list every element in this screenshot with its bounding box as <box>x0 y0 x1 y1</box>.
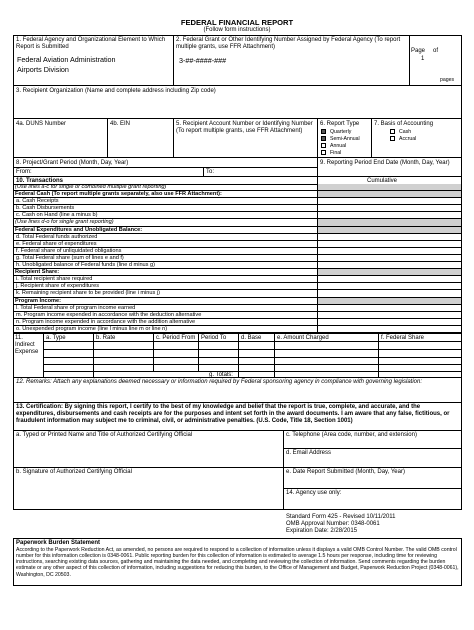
certification-text: 13. Certification: By signing this report, I certify to the best of my knowledge and belief that the report is true, complete, and accurate, and the expenditures, disbursements and cash receipts are for the purposes and intent set forth in the award documents. I am aware that any false, fictitious, or fraudulent information may subject me to criminal, civil, or administrative penalties. (U.S. Code, Title 18, Section 1001) <box>16 404 450 425</box>
cumulative-cell-shaded <box>318 184 461 190</box>
box11-label: 11. Indirect Expense <box>15 335 39 356</box>
period-to-label: To: <box>206 169 215 175</box>
accrual-label: Accrual <box>399 135 417 142</box>
transactions-line-item: d. Total Federal funds authorized <box>13 234 462 241</box>
checkbox-annual[interactable] <box>321 143 326 148</box>
box13e-label: e. Date Report Submitted (Month, Day, Year) <box>286 469 405 475</box>
col-amount: e. Amount Charged <box>277 335 329 341</box>
cumulative-input-cell[interactable] <box>318 276 461 282</box>
transactions-line-item: f. Federal share of unliquidated obligations <box>13 248 462 255</box>
cumulative-input-cell[interactable] <box>318 212 461 218</box>
checkbox-accrual[interactable] <box>390 136 395 141</box>
checkbox-semi-annual[interactable] <box>321 136 326 141</box>
cumulative-input-cell[interactable] <box>318 305 461 311</box>
cumulative-input-cell[interactable] <box>318 205 461 211</box>
cumulative-input-cell[interactable] <box>318 198 461 204</box>
cumulative-input-cell[interactable] <box>318 248 461 254</box>
form-subtitle: (Follow form instructions) <box>203 27 271 33</box>
transactions-instruction-row: (Use lines d-o for single grant reporting) <box>13 219 462 226</box>
annual-label: Annual <box>330 142 347 149</box>
transactions-line-item: m. Program income expended in accordance with the deduction alternative <box>13 312 462 319</box>
transactions-line-item: l. Total Federal share of program income earned <box>13 305 462 312</box>
transactions-line-item: a. Cash Receipts <box>13 198 462 205</box>
burden-text: According to the Paperwork Reduction Act, as amended, no persons are required to respond to a collection of information unless it displays a valid OMB Control Number. The valid OMB control number for this information collection is 0348-0061. Public reporting burden for this collection of information is estimated to average 1.5 hours per response, including time for reviewing instructions, searching existing data sources, gathering and maintaining the data needed, and completing and reviewing the collection of information. Send comments regarding the burden estimate or any other aspect of this collection of information, including suggestions for reducing this burden, to the Office of Management and Budget, Paperwork Reduction Project (0348-0061), Washington, DC 20503. <box>16 547 459 578</box>
col-base: d. Base <box>241 335 262 341</box>
cumulative-input-cell[interactable] <box>318 283 461 289</box>
box5-label: 5. Recipient Account Number or Identifying Number (To report multiple grants, use FFR Attachment) <box>176 121 313 135</box>
cumulative-cell-shaded <box>318 269 461 275</box>
cumulative-input-cell[interactable] <box>318 234 461 240</box>
col-period-to: Period To <box>201 335 227 341</box>
cumulative-cell-shaded <box>318 298 461 304</box>
totals-label: g. Totals: <box>209 372 233 378</box>
transactions-section-heading: Federal Cash (To report multiple grants separately, also use FFR Attachment): <box>13 191 462 198</box>
box8-label: 8. Project/Grant Period (Month, Day, Year) <box>16 160 129 166</box>
agency-division[interactable]: Airports Division <box>17 65 69 74</box>
pages-label: pages <box>440 77 455 83</box>
form-page <box>13 35 462 600</box>
transactions-section-heading: Program Income: <box>13 298 462 305</box>
col-rate: b. Rate <box>96 335 116 341</box>
box12-label: 12. Remarks: Attach any explanations deemed necessary or information required by Federal sponsoring agency in compliance with governing legislation: <box>16 379 422 385</box>
cumulative-cell-shaded <box>318 219 461 225</box>
cumulative-input-cell[interactable] <box>318 255 461 261</box>
burden-title: Paperwork Burden Statement <box>16 540 101 546</box>
form-info-line3: Expiration Date: 2/28/2015 <box>286 528 358 534</box>
box9-label: 9. Reporting Period End Date (Month, Day, Year) <box>320 160 450 166</box>
box7-label: 7. Basis of Accounting <box>374 121 434 127</box>
box2-label: 2. Federal Grant or Other Identifying Number Assigned by Federal Agency (To report multiple grants, use FFR Attachment) <box>176 37 401 51</box>
transactions-table <box>13 184 462 333</box>
box4b-label: 4b. EIN <box>110 121 131 127</box>
transactions-line-item: o. Unexpended program income (line l minus line m or line n) <box>13 326 462 333</box>
cumulative-input-cell[interactable] <box>318 241 461 247</box>
box6-label: 6. Report Type <box>320 121 360 127</box>
box13a-label: a. Typed or Printed Name and Title of Authorized Certifying Official <box>16 432 193 438</box>
transactions-line-item: n. Program income expended in accordance with the addition alternative <box>13 319 462 326</box>
transactions-section-heading: Federal Expenditures and Unobligated Balance: <box>13 227 462 234</box>
page-of-label: of <box>433 48 439 54</box>
period-from-label: From: <box>16 169 32 175</box>
box14-label: 14. Agency use only: <box>286 490 342 496</box>
page-label: Page <box>411 48 426 54</box>
col-type: a. Type <box>46 335 66 341</box>
transactions-label: 10. Transactions <box>16 178 64 184</box>
box13b-label: b. Signature of Authorized Certifying Official <box>16 469 132 475</box>
col-federal: f. Federal Share <box>381 335 425 341</box>
form-title: FEDERAL FINANCIAL REPORT <box>180 18 294 27</box>
form-info-line1: Standard Form 425 - Revised 10/11/2011 <box>286 514 396 520</box>
cumulative-cell-shaded <box>318 227 461 233</box>
checkbox-final[interactable] <box>321 150 326 155</box>
transactions-section-heading: Recipient Share: <box>13 269 462 276</box>
checkbox-cash[interactable] <box>390 129 395 134</box>
box1-label: 1. Federal Agency and Organizational Element to Which Report is Submitted <box>16 37 166 51</box>
transactions-line-item: h. Unobligated balance of Federal funds (line d minus g) <box>13 262 462 269</box>
semi-annual-label: Semi-Annual <box>330 135 360 142</box>
col-period-from: c. Period From <box>156 335 196 341</box>
form-info-line2: OMB Approval Number: 0348-0061 <box>286 521 380 527</box>
page-number[interactable]: 1 <box>421 56 425 62</box>
grant-number[interactable]: 3-##-####-### <box>179 56 227 65</box>
transactions-instruction-row: (Use lines a-c for single or combined multiple grant reporting) <box>13 184 462 191</box>
box4a-label: 4a. DUNS Number <box>16 121 67 127</box>
box3-label: 3. Recipient Organization (Name and complete address including Zip code) <box>16 88 216 94</box>
transactions-line-item: e. Federal share of expenditures <box>13 241 462 248</box>
cumulative-input-cell[interactable] <box>318 326 461 332</box>
transactions-line-item: g. Total Federal share (sum of lines e and f) <box>13 255 462 262</box>
quarterly-label: Quarterly <box>330 128 352 135</box>
cumulative-cell-shaded <box>318 191 461 197</box>
transactions-line-item: j. Recipient share of expenditures <box>13 283 462 290</box>
box13d-label: d. Email Address <box>286 450 332 456</box>
agency-name[interactable]: Federal Aviation Administration <box>17 55 116 64</box>
checkbox-quarterly[interactable] <box>321 129 326 134</box>
cumulative-input-cell[interactable] <box>318 312 461 318</box>
cumulative-input-cell[interactable] <box>318 262 461 268</box>
cumulative-label: Cumulative <box>367 178 398 184</box>
transactions-line-item: i. Total recipient share required <box>13 276 462 283</box>
cumulative-input-cell[interactable] <box>318 290 461 296</box>
transactions-line-item: k. Remaining recipient share to be provided (line i minus j) <box>13 290 462 297</box>
cash-label: Cash <box>399 128 412 135</box>
transactions-line-item: b. Cash Disbursements <box>13 205 462 212</box>
transactions-line-item: c. Cash on Hand (line a minus b) <box>13 212 462 219</box>
box13c-label: c. Telephone (Area code, number, and extension) <box>286 432 417 438</box>
final-label: Final <box>330 149 342 156</box>
cumulative-input-cell[interactable] <box>318 319 461 325</box>
